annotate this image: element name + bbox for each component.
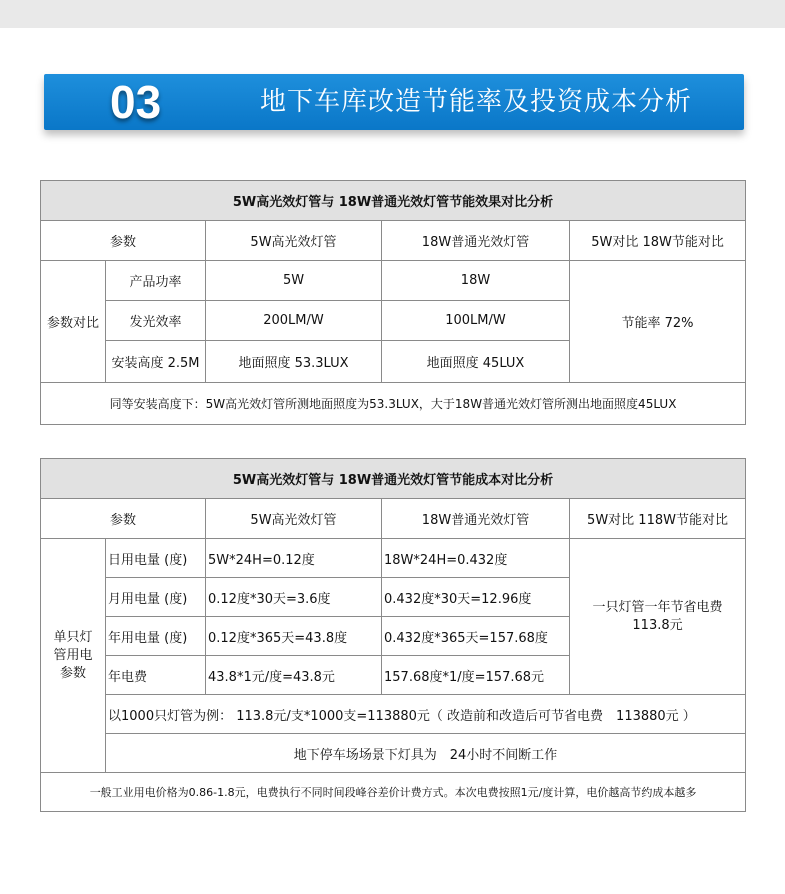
saving-rate: 节能率 72% xyxy=(570,261,746,383)
table-title: 5W高光效灯管与 18W普通光效灯管节能成本对比分析 xyxy=(41,459,746,499)
row-value-18w: 18W xyxy=(382,261,570,301)
top-band xyxy=(0,0,785,28)
row-value-18w: 100LM/W xyxy=(382,301,570,341)
row-param: 发光效率 xyxy=(106,301,206,341)
row-value-5w: 0.12度*365天=43.8度 xyxy=(206,617,382,656)
header-18w: 18W普通光效灯管 xyxy=(382,499,570,539)
group-label: 参数对比 xyxy=(41,261,106,383)
row-value-5w: 43.8*1元/度=43.8元 xyxy=(206,656,382,695)
row-value-5w: 5W*24H=0.12度 xyxy=(206,539,382,578)
annual-saving-label: 一只灯管一年节省电费 xyxy=(592,599,723,615)
row-value-18w: 地面照度 45LUX xyxy=(382,341,570,383)
header-comparison: 5W对比 118W节能对比 xyxy=(570,499,746,539)
table-note: 一般工业用电价格为0.86-1.8元，电费执行不同时间段峰谷差价计费方式。本次电费按照1元/度计算，电价越高节约成本越多 xyxy=(41,773,746,812)
annual-saving-value: 113.8元 xyxy=(632,617,683,633)
row-value-5w: 200LM/W xyxy=(206,301,382,341)
row-param: 安装高度 2.5M xyxy=(106,341,206,383)
header-comparison: 5W对比 18W节能对比 xyxy=(570,221,746,261)
row-value-18w: 18W*24H=0.432度 xyxy=(382,539,570,578)
row-param: 产品功率 xyxy=(106,261,206,301)
row-param: 月用电量 (度) xyxy=(106,578,206,617)
table-note: 同等安装高度下：5W高光效灯管所测地面照度为53.3LUX，大于18W普通光效灯管所测出地面照度45LUX xyxy=(41,383,746,425)
header-5w: 5W高光效灯管 xyxy=(206,221,382,261)
row-param: 年电费 xyxy=(106,656,206,695)
example-calculation: 以1000只灯管为例： 113.8元/支*1000支=113880元（ 改造前和改造后可节省电费 113880元 ） xyxy=(106,695,746,734)
header-5w: 5W高光效灯管 xyxy=(206,499,382,539)
row-param: 年用电量 (度) xyxy=(106,617,206,656)
efficiency-comparison-table xyxy=(40,180,746,425)
row-param: 日用电量 (度) xyxy=(106,539,206,578)
section-banner xyxy=(44,74,744,130)
row-value-18w: 0.432度*30天=12.96度 xyxy=(382,578,570,617)
row-value-5w: 地面照度 53.3LUX xyxy=(206,341,382,383)
cost-comparison-table xyxy=(40,458,746,812)
row-value-18w: 0.432度*365天=157.68度 xyxy=(382,617,570,656)
group-label-line: 单只灯 xyxy=(53,629,93,645)
header-param: 参数 xyxy=(41,221,206,261)
annual-saving xyxy=(570,539,746,695)
group-label-line: 管用电 xyxy=(53,647,93,663)
section-number: 03 xyxy=(110,76,162,128)
table-title: 5W高光效灯管与 18W普通光效灯管节能效果对比分析 xyxy=(41,181,746,221)
group-label-line: 参数 xyxy=(59,665,86,681)
header-param: 参数 xyxy=(41,499,206,539)
header-18w: 18W普通光效灯管 xyxy=(382,221,570,261)
row-value-18w: 157.68度*1/度=157.68元 xyxy=(382,656,570,695)
row-value-5w: 0.12度*30天=3.6度 xyxy=(206,578,382,617)
row-value-5w: 5W xyxy=(206,261,382,301)
scene-note: 地下停车场场景下灯具为 24小时不间断工作 xyxy=(106,734,746,773)
section-title: 地下车库改造节能率及投资成本分析 xyxy=(260,87,693,117)
group-label xyxy=(41,539,106,773)
